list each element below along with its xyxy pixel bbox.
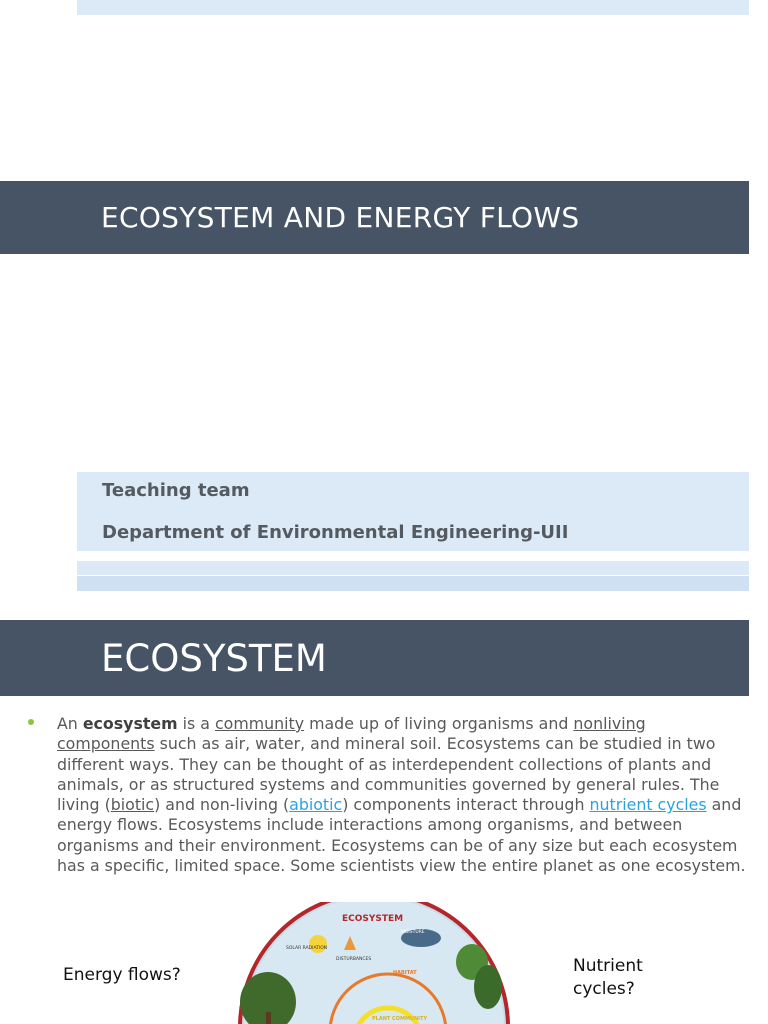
nutrient-cycles-label xyxy=(573,955,643,1001)
link-nutrient-cycles[interactable]: nutrient cycles xyxy=(589,795,707,815)
link-nonliving-components[interactable]: nonliving components xyxy=(57,714,646,754)
para-bold-ecosystem: ecosystem xyxy=(82,714,178,733)
slide1-subtitle-box xyxy=(77,472,749,551)
slide2-title: ECOSYSTEM xyxy=(101,636,327,680)
tree-right2-icon xyxy=(474,965,502,1009)
nutrient-cycles-line2: cycles? xyxy=(573,979,635,999)
bottom-band-1 xyxy=(77,561,749,575)
bottom-band-2 xyxy=(77,576,749,591)
link-biotic[interactable]: biotic xyxy=(110,795,155,815)
para-text-6: ) components interact through xyxy=(342,795,590,815)
diagram-disturbances: DISTURBANCES xyxy=(336,957,372,962)
link-abiotic[interactable]: abiotic xyxy=(289,795,343,815)
para-text-5: ) and non-living ( xyxy=(154,795,290,815)
energy-flows-label: Energy flows? xyxy=(63,965,181,985)
para-text-1: An xyxy=(57,714,83,733)
subtitle-department: Department of Environmental Engineering-UII xyxy=(102,522,569,543)
bullet-dot xyxy=(28,719,34,725)
para-text-3: made up of living organisms and xyxy=(304,714,574,733)
para-text-7: and energy flows. Ecosystems include interactions among organisms, and between organisms and their environment. Ecosystems can be of any size but each ecosystem has a specific, limited space. Some scientists view the entire planet as one ecosystem. xyxy=(57,795,746,876)
para-text-2: is a xyxy=(177,714,215,733)
slide2-title-bar xyxy=(0,620,749,696)
top-band xyxy=(77,0,749,15)
subtitle-teaching-team: Teaching team xyxy=(102,480,250,501)
diagram-title: ECOSYSTEM xyxy=(342,914,404,924)
para-text-4: such as air, water, and mineral soil. Ecosystems can be studied in two different ways. They can be thought of as interdependent collections of plants and animals, or as structured systems and communities governed by general rules. The living ( xyxy=(57,734,720,815)
link-community[interactable]: community xyxy=(214,714,305,733)
tree-trunk-left xyxy=(266,1012,271,1024)
diagram-habitat: HABITAT xyxy=(393,970,417,976)
ecosystem-paragraph xyxy=(57,714,747,876)
nutrient-cycles-line1: Nutrient xyxy=(573,956,643,976)
diagram-moisture: MOISTURE xyxy=(401,930,425,935)
slide1-title: ECOSYSTEM AND ENERGY FLOWS xyxy=(101,201,580,234)
diagram-solar: SOLAR RADIATION xyxy=(286,946,328,951)
slide1-title-bar xyxy=(0,181,749,254)
ecosystem-diagram xyxy=(238,902,510,1024)
diagram-plant: PLANT COMMUNITY xyxy=(372,1016,428,1022)
